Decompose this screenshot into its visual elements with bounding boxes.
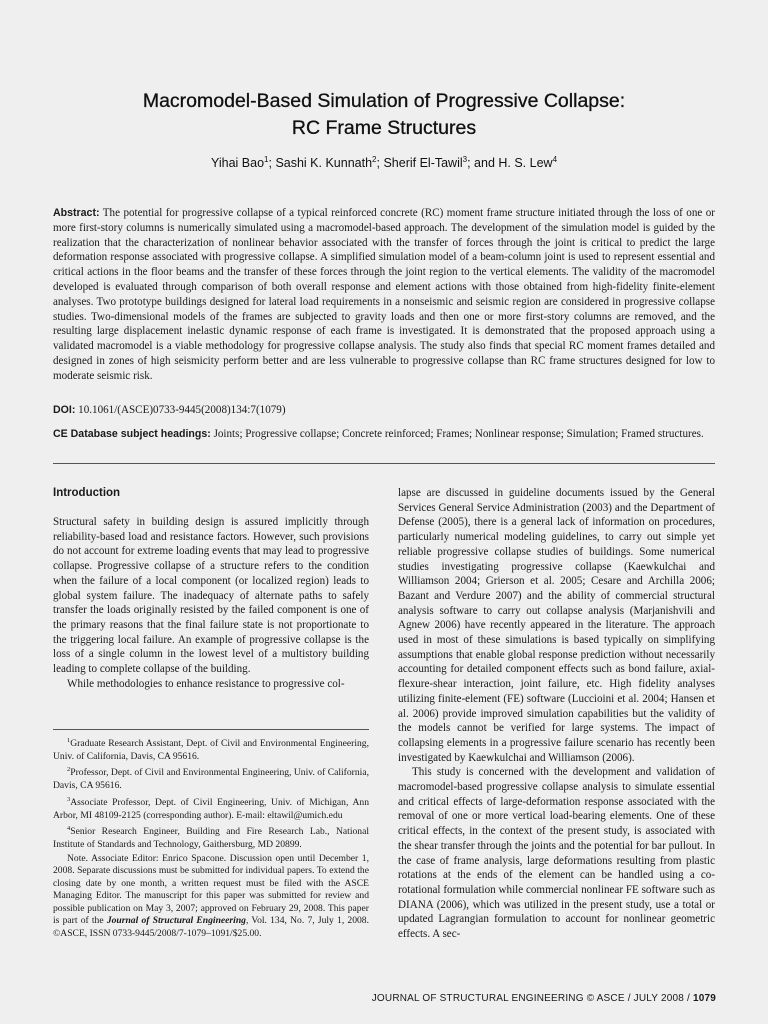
footnote <box>53 764 369 792</box>
editorial-note <box>53 853 369 941</box>
author-separator: ; <box>376 156 384 171</box>
author-affiliation-mark: 4 <box>552 155 558 164</box>
intro-paragraph-1: Structural safety in building design is assured implicitly through reliability-based load and resistance factors. However, such provisions do not account for extreme loading events that may lead to progressive collapse. Progressive collapse of a structure refers to the condition when the failure of a local component (or localized region) leads to global system failure. The inadequacy of alternate paths to safely transfer the loads originally resisted by the failed component is one of the primary reasons that the final failure state is not proportionate to the triggering local failure. An example of progressive collapse is the loss of a single column in the lowest level of a multistory building leading to complete collapse of the building. <box>53 516 369 676</box>
author-name: Sherif El-Tawil <box>383 156 463 171</box>
editorial-note-citation: , Vol. 134, No. 7, July 1, 2008. ©ASCE, ISSN 0733-9445/2008/7-1079–1091/$25.00. <box>53 915 369 940</box>
right-paragraph-1: lapse are discussed in guideline documents issued by the General Services General Service Administration (2003) and the Department of Defense (2005), there is a general lack of information on procedures, particularly numerical modeling guidelines, to carry out simple yet reliable progressive collapse studies of buildings. Some numerical studies investigating progressive collapse (Kaewkulchai and Williamson 2004; Grierson et al. 2005; Cesare and Archilla 2006; Bazant and Verdure 2007) and the ability of commercial structural analysis software to carry out collapse analysis (Marjanishvili and Agnew 2006) have recently appeared in the literature. The approach used in most of these simulations is based typically on simplifying assumptions that enable global response prediction without necessarily accounting for detailed component effects such as bond failure, axial-flexure-shear interaction, joint failure, etc. High fidelity analyses utilizing finite-element (FE) software (Luccioini et al. 2004; Hansen et al. 2006) provide improved simulation capabilities but the validity of the models cannot be verified for large systems. The impact of collapsing elements in a progressive failure scenario has recently been investigated by Kaewkulchai and Williamson (2006). <box>398 487 715 764</box>
author-affiliation-mark: 1 <box>264 155 269 164</box>
doi-value[interactable]: 10.1061/(ASCE)0733-9445(2008)134:7(1079) <box>78 404 286 416</box>
header-divider <box>53 463 715 464</box>
abstract <box>53 206 715 384</box>
footnote <box>53 735 369 763</box>
author-separator: ; <box>268 156 276 171</box>
page-number: 1079 <box>692 993 716 1004</box>
footnote-text: Graduate Research Assistant, Dept. of Civil and Environmental Engineering, Univ. of California, Davis, CA 95616. <box>53 738 369 762</box>
footnotes <box>53 735 369 942</box>
left-column <box>53 487 369 691</box>
footnote-mark: 3 <box>67 795 71 803</box>
paper-title <box>0 88 768 142</box>
journal-name: Journal of Structural Engineering <box>106 915 246 927</box>
editorial-note-text: Note. Associate Editor: Enrico Spacone. Discussion open until December 1, 2008. Separate discussions must be submitted for individual papers. To extend the closing date by one month, a written request must be filed with the ASCE Managing Editor. The manuscript for this paper was submitted for review and possible publication on May 3, 2007; approved on February 29, 2008. This paper is part of the <box>53 852 369 927</box>
subject-headings-label: CE Database subject headings: <box>53 428 211 440</box>
author-separator: ; and <box>467 156 499 171</box>
author-name: Sashi K. Kunnath <box>275 156 373 171</box>
subject-headings-text: Joints; Progressive collapse; Concrete reinforced; Frames; Nonlinear response; Simulation; Framed structures. <box>213 428 704 440</box>
author-name: H. S. Lew <box>498 156 553 171</box>
right-paragraph-2: This study is concerned with the development and validation of macromodel-based progressive collapse analysis to simulate essential and critical effects of large-deformation response associated with the removal of one or more vertical load-bearing elements. One of these critical effects, in the context of the present study, is associated with the shear transfer through the joints and the potential for bar pullout. In the case of frame analysis, large deformations resulting from plastic rotations at the ends of the element can be handled using a co-rotational formulation while commercial nonlinear FE software such as DIANA (2006), which was utilized in the present study, use a total or updated Lagrangian formulation to account for nonlinear geometric effects. A sec- <box>398 766 715 941</box>
intro-paragraph-2: While methodologies to enhance resistance to progressive col- <box>67 677 345 690</box>
footnote <box>53 794 369 822</box>
footnote-mark: 2 <box>67 766 71 774</box>
footnote-text: Associate Professor, Dept. of Civil Engineering, Univ. of Michigan, Ann Arbor, MI 48109-2125 (corresponding author). E-mail: eltawil@umich.edu <box>53 796 369 821</box>
footnote-text: Professor, Dept. of Civil and Environmental Engineering, Univ. of California, Davis, CA 95616. <box>53 767 369 792</box>
abstract-label: Abstract: <box>53 207 100 219</box>
footnote-divider <box>53 729 369 730</box>
footnote-text: Senior Research Engineer, Building and Fire Research Lab., National Institute of Standards and Technology, Gaithersburg, MD 20899. <box>53 826 369 850</box>
author-affiliation-mark: 2 <box>372 155 377 164</box>
footer-journal-info: JOURNAL OF STRUCTURAL ENGINEERING © ASCE / JULY 2008 / <box>371 993 693 1004</box>
doi-label: DOI: <box>53 404 76 416</box>
abstract-text: The potential for progressive collapse of a typical reinforced concrete (RC) moment frame structure initiated through the loss of one or more first-story columns is numerically simulated using a macromodel-based approach. The development of the simulation model is guided by the realization that the characterization of nonlinear behavior associated with the transfer of forces through the joint is critical to predict the large deformation response associated with progressive collapse. A simplified simulation model of a beam-column joint is used to represent essential and critical actions in the floor beams and the transfer of these forces through the joint region to the vertical elements. The validity of the macromodel developed is evaluated through comparison of both overall response and element actions with those obtained from high-fidelity finite-element analyses. Two prototype buildings designed for lateral load requirements in a nonseismic and seismic region are considered in progressive collapse studies. Two-dimensional models of the frames are subjected to gravity loads and then one or more first-story columns are removed, and the resulting large displacement inelastic dynamic response of each frame is investigated. It is demonstrated that the proposed approach using a validated macromodel is a viable methodology for progressive collapse analysis. The study also finds that special RC moment frames detailed and designed in zones of high seismicity perform better and are less vulnerable to progressive collapse than RC frame structures designed for low to moderate seismic risk. <box>53 207 716 382</box>
section-heading-introduction: Introduction <box>53 487 121 499</box>
footnote <box>53 823 369 851</box>
footnote-mark: 1 <box>67 737 71 744</box>
subject-headings <box>53 427 715 442</box>
author-list <box>0 155 768 170</box>
author-name: Yihai Bao <box>210 156 265 171</box>
right-column <box>398 486 715 942</box>
title-line-1: Macromodel-Based Simulation of Progressive Collapse: <box>142 90 626 112</box>
title-line-2: RC Frame Structures <box>291 117 477 139</box>
doi-line <box>53 403 715 418</box>
page-footer <box>0 993 716 1004</box>
footnote-mark: 4 <box>67 825 71 833</box>
author-affiliation-mark: 3 <box>462 155 468 164</box>
